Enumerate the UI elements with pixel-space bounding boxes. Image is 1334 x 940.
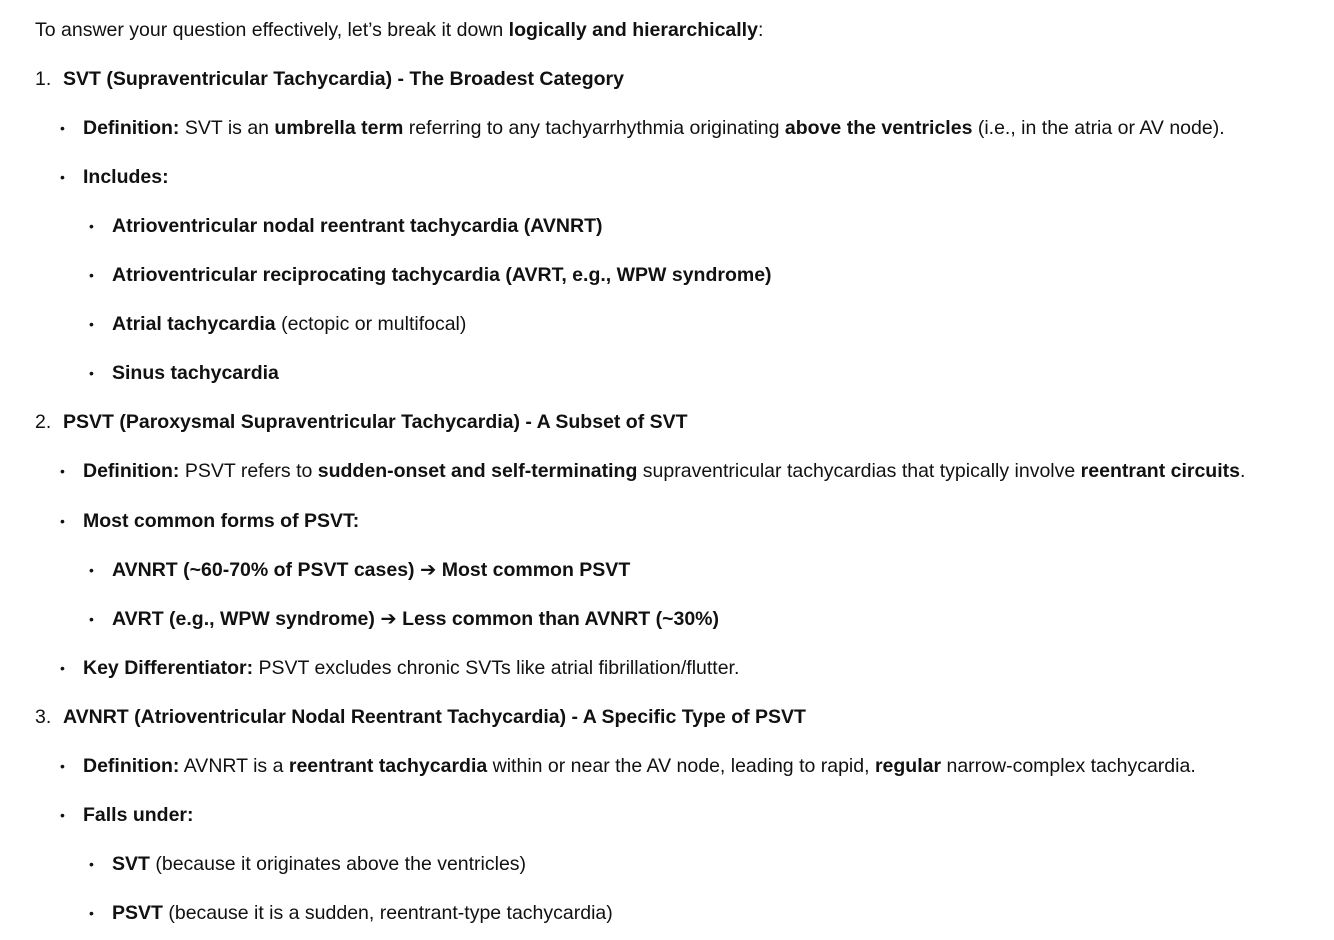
bullet-icon: • <box>60 807 65 823</box>
section-3-falls-label <box>0 800 1334 830</box>
section-title: PSVT (Paroxysmal Supraventricular Tachycardia) - A Subset of SVT <box>63 411 688 433</box>
bullet-icon: • <box>60 120 65 136</box>
definition-text: Definition: AVNRT is a reentrant tachycardia within or near the AV node, leading to rapid, regular narrow-complex tachycardia. <box>83 755 1196 777</box>
intro-colon: : <box>757 19 764 41</box>
section-2-forms-label <box>0 506 1334 536</box>
falls-label: Falls under: <box>83 804 194 826</box>
bullet-icon: • <box>89 905 94 921</box>
includes-label: Includes: <box>83 166 169 188</box>
bullet-icon: • <box>60 758 65 774</box>
list-item: • Atrial tachycardia (ectopic or multifocal) <box>0 309 1334 339</box>
bullet-icon: • <box>89 218 94 234</box>
bullet-icon: • <box>89 562 94 578</box>
forms-label: Most common forms of PSVT: <box>83 510 360 532</box>
section-number: 1. <box>35 68 52 90</box>
section-number: 3. <box>35 706 52 728</box>
section-2-definition <box>0 456 1334 486</box>
bullet-icon: • <box>89 267 94 283</box>
section-3-heading <box>0 702 1334 732</box>
list-item: • Sinus tachycardia <box>0 358 1334 388</box>
bullet-icon: • <box>89 365 94 381</box>
section-1-includes-label <box>0 162 1334 192</box>
bullet-icon: • <box>60 660 65 676</box>
intro-bold: logically and hierarchically <box>508 19 758 41</box>
bullet-icon: • <box>89 856 94 872</box>
bullet-icon: • <box>60 513 65 529</box>
list-item: • SVT (because it originates above the ventricles) <box>0 849 1334 879</box>
section-number: 2. <box>35 411 52 433</box>
section-1-heading <box>0 64 1334 94</box>
section-1-definition <box>0 113 1334 143</box>
list-item: • PSVT (because it is a sudden, reentrant-type tachycardia) <box>0 898 1334 928</box>
list-item: • Atrioventricular nodal reentrant tachycardia (AVNRT) <box>0 211 1334 241</box>
bullet-icon: • <box>60 169 65 185</box>
list-item: • Atrioventricular reciprocating tachycardia (AVRT, e.g., WPW syndrome) <box>0 260 1334 290</box>
list-item: • AVRT (e.g., WPW syndrome) ➔ Less common than AVNRT (~30%) <box>0 604 1334 634</box>
section-2-heading <box>0 407 1334 437</box>
intro-paragraph <box>35 15 763 45</box>
bullet-icon: • <box>60 463 65 479</box>
section-3-definition <box>0 751 1334 781</box>
section-title: SVT (Supraventricular Tachycardia) - The Broadest Category <box>63 68 624 90</box>
section-title: AVNRT (Atrioventricular Nodal Reentrant Tachycardia) - A Specific Type of PSVT <box>63 706 806 728</box>
list-item: • AVNRT (~60-70% of PSVT cases) ➔ Most common PSVT <box>0 555 1334 585</box>
intro-text: To answer your question effectively, let’s break it down <box>35 19 509 41</box>
section-2-differentiator: • Key Differentiator: PSVT excludes chronic SVTs like atrial fibrillation/flutter. <box>0 653 1334 683</box>
definition-text: Definition: PSVT refers to sudden-onset and self-terminating supraventricular tachycardias that typically involve reentrant circuits. <box>83 460 1246 482</box>
bullet-icon: • <box>89 611 94 627</box>
definition-text: Definition: SVT is an umbrella term referring to any tachyarrhythmia originating above the ventricles (i.e., in the atria or AV node). <box>83 117 1225 139</box>
bullet-icon: • <box>89 316 94 332</box>
